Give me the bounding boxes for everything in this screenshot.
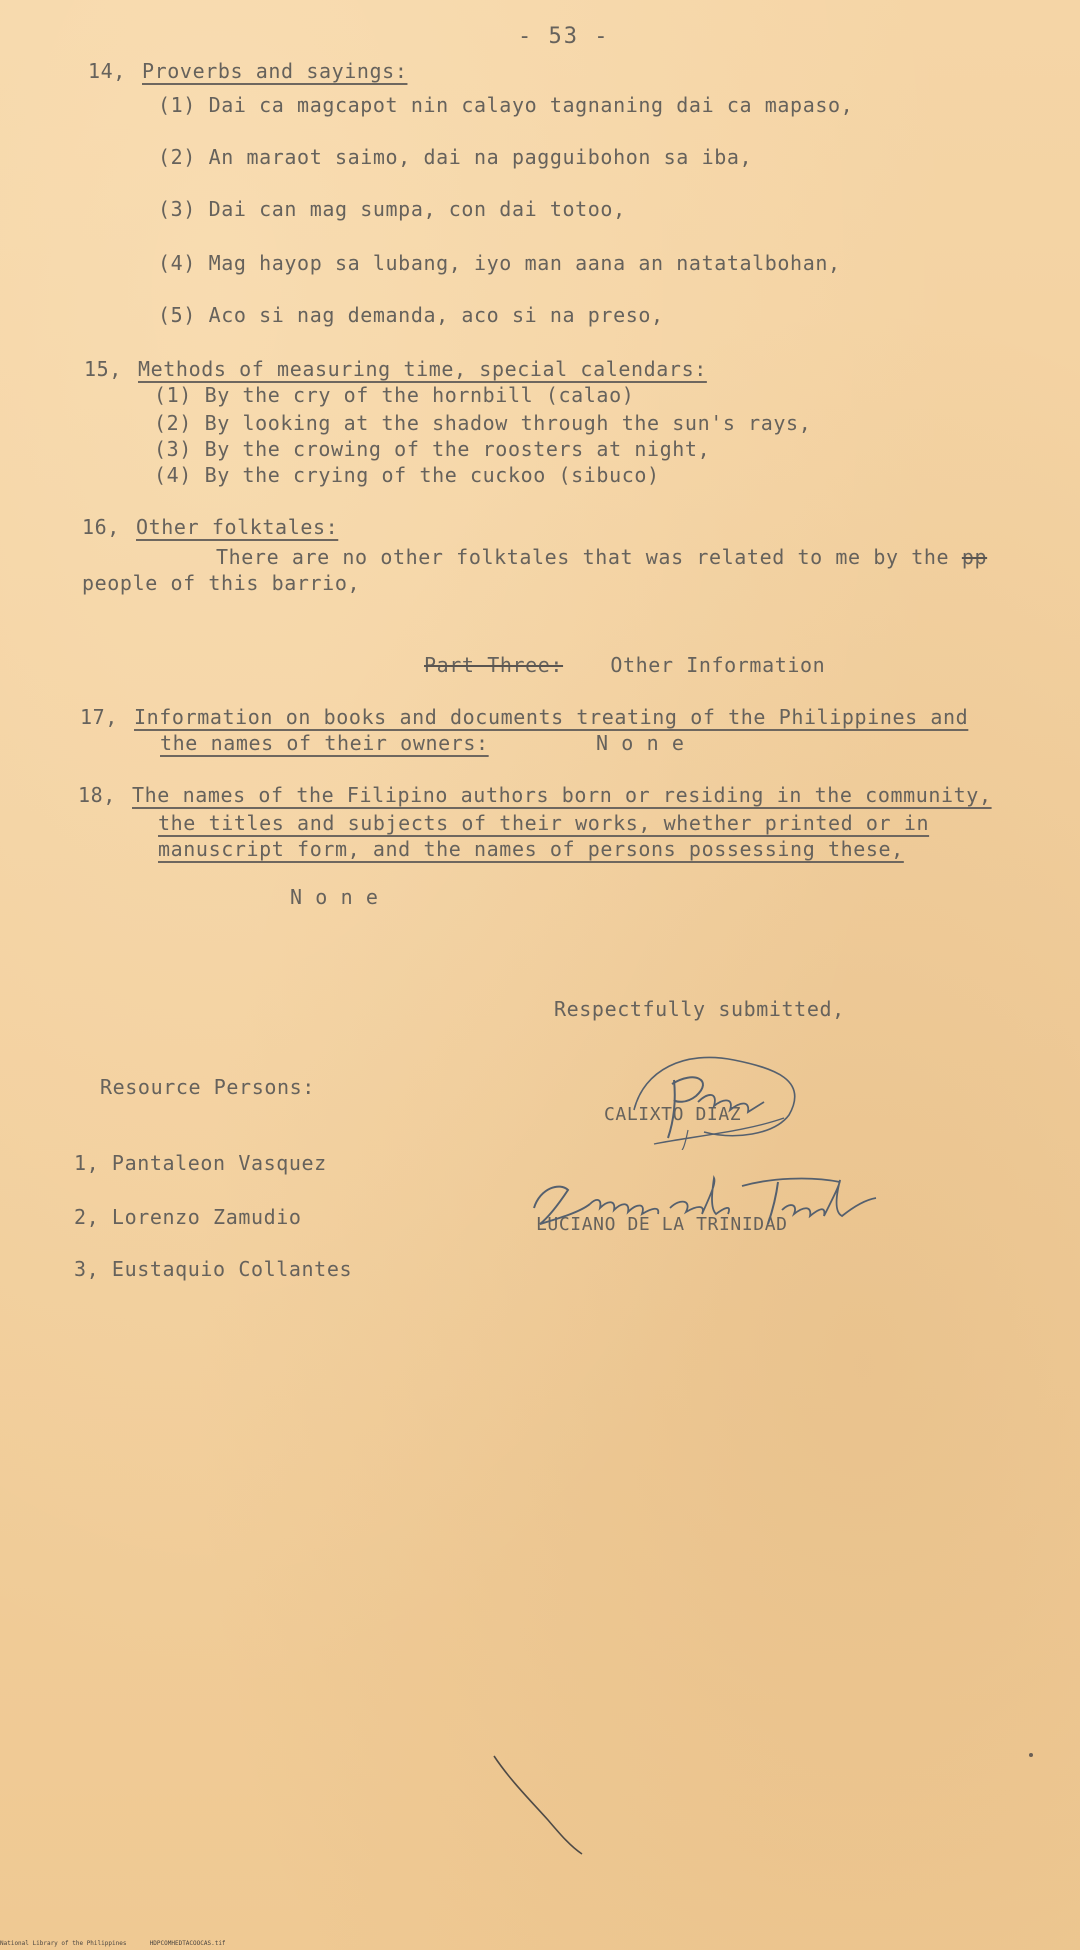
pen-stroke-icon xyxy=(490,1750,590,1860)
section-17-number: 17, xyxy=(80,705,118,729)
proverb-item-1: (1) Dai ca magcapot nin calayo tagnaning dai ca mapaso, xyxy=(158,93,854,117)
section-18-line-2: the titles and subjects of their works, whether printed or in xyxy=(158,811,930,835)
time-method-item-1: (1) By the cry of the hornbill (calao) xyxy=(154,383,635,407)
section-17-answer: N o n e xyxy=(596,731,685,755)
folktales-line-1-text: There are no other folktales that was related to me by the xyxy=(216,545,950,569)
proverb-item-5: (5) Aco si nag demanda, aco si na preso, xyxy=(158,303,664,327)
section-14-number: 14, xyxy=(88,59,126,83)
part-three-heading xyxy=(424,652,825,678)
time-method-item-3: (3) By the crowing of the roosters at night, xyxy=(154,437,711,461)
part-three-strike: Part Three: xyxy=(424,653,564,677)
resource-person-1: 1, Pantaleon Vasquez xyxy=(74,1151,327,1175)
folktales-line-2: people of this barrio, xyxy=(82,571,361,595)
section-17-line-1: Information on books and documents treating of the Philippines and xyxy=(134,705,969,729)
section-18-answer: N o n e xyxy=(290,885,379,909)
signer-2-name: LUCIANO DE LA TRINIDAD xyxy=(536,1214,788,1235)
part-three-title: Other Information xyxy=(610,653,826,677)
footer-filename: HDPCOMHEDTACOOCAS.tif xyxy=(149,1940,226,1947)
ink-dot-icon xyxy=(1028,1750,1034,1760)
time-method-item-2: (2) By looking at the shadow through the sun's rays, xyxy=(154,411,812,435)
section-14-title: Proverbs and sayings: xyxy=(142,59,408,83)
section-16-number: 16, xyxy=(82,515,120,539)
folktales-line-1 xyxy=(216,544,987,570)
signature-1-icon xyxy=(614,1040,824,1150)
section-15-title: Methods of measuring time, special calendars: xyxy=(138,357,707,381)
resource-person-3: 3, Eustaquio Collantes xyxy=(74,1257,353,1281)
signature-2-icon xyxy=(520,1168,890,1238)
signer-1-name: CALIXTO DIAZ xyxy=(604,1104,742,1125)
respectfully-submitted: Respectfully submitted, xyxy=(554,997,845,1021)
page-number: - 53 - xyxy=(518,24,610,49)
section-16-title: Other folktales: xyxy=(136,515,339,539)
footer-library: National Library of the Philippines xyxy=(0,1940,127,1947)
resource-persons-heading: Resource Persons: xyxy=(100,1075,315,1099)
proverb-item-4: (4) Mag hayop sa lubang, iyo man aana an natatalbohan, xyxy=(158,251,841,275)
proverb-item-2: (2) An maraot saimo, dai na pagguibohon sa iba, xyxy=(158,145,753,169)
folktales-strike: pp xyxy=(961,545,988,569)
section-18-line-3: manuscript form, and the names of persons possessing these, xyxy=(158,837,904,861)
resource-person-2: 2, Lorenzo Zamudio xyxy=(74,1205,302,1229)
section-18-line-1: The names of the Filipino authors born or residing in the community, xyxy=(132,783,992,807)
footer xyxy=(0,1940,226,1948)
time-method-item-4: (4) By the crying of the cuckoo (sibuco) xyxy=(154,463,660,487)
proverb-item-3: (3) Dai can mag sumpa, con dai totoo, xyxy=(158,197,626,221)
section-15-number: 15, xyxy=(84,357,122,381)
section-18-number: 18, xyxy=(78,783,116,807)
section-17-line-2: the names of their owners: xyxy=(160,731,489,755)
